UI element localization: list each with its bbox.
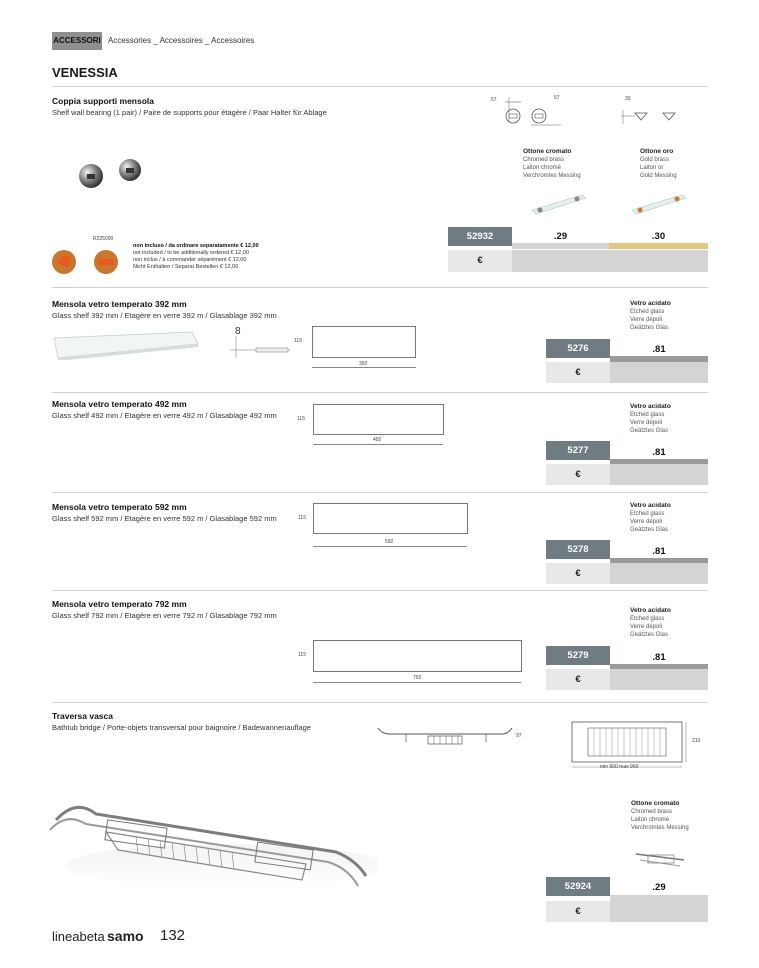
dim-line xyxy=(313,546,467,547)
shelf-front-drawing xyxy=(313,404,444,435)
dim-label: 592 xyxy=(385,539,394,545)
page-number: 132 xyxy=(160,927,186,944)
finish-gold xyxy=(640,148,677,180)
euro-cell: € xyxy=(546,563,610,584)
dim-label: 792 xyxy=(413,675,422,681)
bearing-photo xyxy=(74,152,148,194)
price-gold: .30 xyxy=(609,227,708,243)
product-subtitle: Shelf wall bearing (1 pair) / Paire de supports pour étagère / Paar Halter für Ablage xyxy=(52,108,327,117)
product-code: 52924 xyxy=(546,877,610,896)
note-line: Nicht Enthalten / Separat Bestellen € 12,00 xyxy=(133,264,239,270)
finish-etched xyxy=(630,502,671,534)
dim-line xyxy=(312,367,416,368)
category-breadcrumb: Accessories _ Accessoires _ Accessoires xyxy=(108,36,255,45)
dim-label: 115 xyxy=(297,416,305,422)
dim-label: 115 xyxy=(298,652,306,658)
dim-line xyxy=(313,444,443,445)
dim-label: 97 xyxy=(516,733,522,739)
euro-cell: € xyxy=(546,464,610,485)
note-line: non inclus / à commander séparément € 12,00 xyxy=(133,257,247,263)
note-line: not included / to be additionally ordered € 12,00 xyxy=(133,250,249,256)
price-etched: .81 xyxy=(610,542,708,558)
shelf-chrome-preview xyxy=(530,192,588,218)
product-title: Traversa vasca xyxy=(52,711,113,721)
price-etched: .81 xyxy=(610,443,708,459)
finish-name: Vetro acidato xyxy=(630,607,671,614)
fixing-icons xyxy=(52,249,118,275)
finish-name: Ottone cromato xyxy=(523,148,572,155)
divider xyxy=(52,392,708,393)
shelf-front-drawing xyxy=(312,326,416,358)
note-ref: R225000 xyxy=(93,236,114,242)
product-title: Mensola vetro temperato 792 mm xyxy=(52,599,187,609)
dim-label: 392 xyxy=(359,361,368,367)
note-text xyxy=(133,243,259,271)
finish-line: Etched glass xyxy=(630,412,665,418)
finish-line: Geätztes Glas xyxy=(630,428,669,434)
dim-label: 30 xyxy=(625,96,631,102)
note-bold: non incluso / da ordinare separatamente € 12,00 xyxy=(133,243,259,249)
finish-line: Laiton chromé xyxy=(631,817,670,823)
finish-name: Vetro acidato xyxy=(630,403,671,410)
product-subtitle: Glass shelf 792 mm / Etagère en verre 792 m / Glasablage 792 mm xyxy=(52,611,277,620)
finish-line: Laiton chromé xyxy=(523,165,562,171)
collection-title: VENESSIA xyxy=(52,65,118,80)
dim-label: 57 xyxy=(491,97,497,103)
finish-line: Gold Messing xyxy=(640,173,677,179)
price-gray-cell xyxy=(610,362,708,383)
product-code: 5278 xyxy=(546,540,610,559)
bathtub-bridge-top-drawing xyxy=(570,718,688,770)
footer-brand: samo xyxy=(107,928,144,944)
finish-line: Verchromtes Messing xyxy=(631,825,689,831)
divider xyxy=(52,702,708,703)
shelf-front-drawing xyxy=(313,503,468,534)
euro-cell: € xyxy=(546,901,610,922)
euro-cell: € xyxy=(546,669,610,690)
euro-cell: € xyxy=(448,250,512,272)
dim-label: 115 xyxy=(298,515,306,521)
price-etched: .81 xyxy=(610,648,708,664)
finish-line: Verre dépoli xyxy=(630,317,663,323)
dim-line xyxy=(313,682,521,683)
finish-line: Chromed brass xyxy=(523,157,565,163)
price-gray-cell xyxy=(610,669,708,690)
product-title: Mensola vetro temperato 592 mm xyxy=(52,502,187,512)
finish-line: Verre dépoli xyxy=(630,519,663,525)
product-code: 5276 xyxy=(546,339,610,358)
finish-name: Vetro acidato xyxy=(630,502,671,509)
bathtub-bridge-side-drawing xyxy=(376,722,516,748)
finish-chrome xyxy=(631,800,689,832)
price-gray-cell xyxy=(610,901,708,922)
shelf-gold-preview xyxy=(630,192,688,218)
finish-line: Etched glass xyxy=(630,511,665,517)
product-subtitle: Glass shelf 392 mm / Etagère en verre 392 m / Glasablage 392 mm xyxy=(52,311,277,320)
bearing-technical-drawing xyxy=(485,92,685,132)
divider xyxy=(52,287,708,288)
finish-line: Etched glass xyxy=(630,616,665,622)
dim-label: 492 xyxy=(373,437,382,443)
price-gray-cell xyxy=(610,464,708,485)
finish-line: Gold brass xyxy=(640,157,670,163)
dim-label: min 600 max 900 xyxy=(600,764,639,770)
price-bar-gold xyxy=(609,243,708,249)
finish-name: Vetro acidato xyxy=(630,300,671,307)
price-chrome: .29 xyxy=(610,877,708,893)
finish-chrome xyxy=(523,148,581,180)
dim-label: 8 xyxy=(235,326,241,337)
price-etched: .81 xyxy=(610,339,708,356)
finish-etched xyxy=(630,300,671,332)
dim-label: 57 xyxy=(554,95,560,101)
finish-line: Verre dépoli xyxy=(630,420,663,426)
dim-label: 115 xyxy=(294,338,302,344)
price-gray-cell xyxy=(610,563,708,584)
product-code: 5277 xyxy=(546,441,610,460)
product-title: Mensola vetro temperato 492 mm xyxy=(52,399,187,409)
dim-label: 210 xyxy=(692,738,701,744)
glass-shelf-photo xyxy=(52,328,200,360)
finish-etched xyxy=(630,607,671,639)
product-code: 5279 xyxy=(546,646,610,665)
divider xyxy=(52,86,708,87)
price-chrome: .29 xyxy=(512,227,609,243)
shelf-front-drawing xyxy=(313,640,522,672)
divider xyxy=(52,590,708,591)
product-title: Coppia supporti mensola xyxy=(52,96,155,106)
product-code: 52932 xyxy=(448,227,512,246)
finish-line: Geätztes Glas xyxy=(630,325,669,331)
finish-name: Ottone cromato xyxy=(631,800,680,807)
price-gray-cell xyxy=(512,250,708,272)
finish-line: Verchromtes Messing xyxy=(523,173,581,179)
euro-cell: € xyxy=(546,362,610,383)
bathtub-bridge-photo xyxy=(36,790,378,898)
finish-line: Chromed brass xyxy=(631,809,673,815)
product-subtitle: Glass shelf 492 mm / Etagère en verre 492 m / Glasablage 492 mm xyxy=(52,411,277,420)
product-subtitle: Bathtub bridge / Porte-objets transversal pour baignoire / Badewannenauflage xyxy=(52,723,311,732)
shelf-side-drawing xyxy=(230,336,292,358)
finish-line: Verre dépoli xyxy=(630,624,663,630)
footer-line: lineabeta xyxy=(52,929,105,944)
product-subtitle: Glass shelf 592 mm / Etagère en verre 592 m / Glasablage 592 mm xyxy=(52,514,277,523)
finish-line: Geätztes Glas xyxy=(630,632,669,638)
finish-line: Etched glass xyxy=(630,309,665,315)
category-tag: ACCESSORI xyxy=(52,32,102,50)
finish-name: Ottone oro xyxy=(640,148,674,155)
finish-line: Geätztes Glas xyxy=(630,527,669,533)
finish-etched xyxy=(630,403,671,435)
price-bar-chrome xyxy=(512,243,609,249)
divider xyxy=(52,492,708,493)
product-title: Mensola vetro temperato 392 mm xyxy=(52,299,187,309)
finish-line: Laiton or xyxy=(640,165,664,171)
bridge-chrome-preview xyxy=(634,846,690,870)
